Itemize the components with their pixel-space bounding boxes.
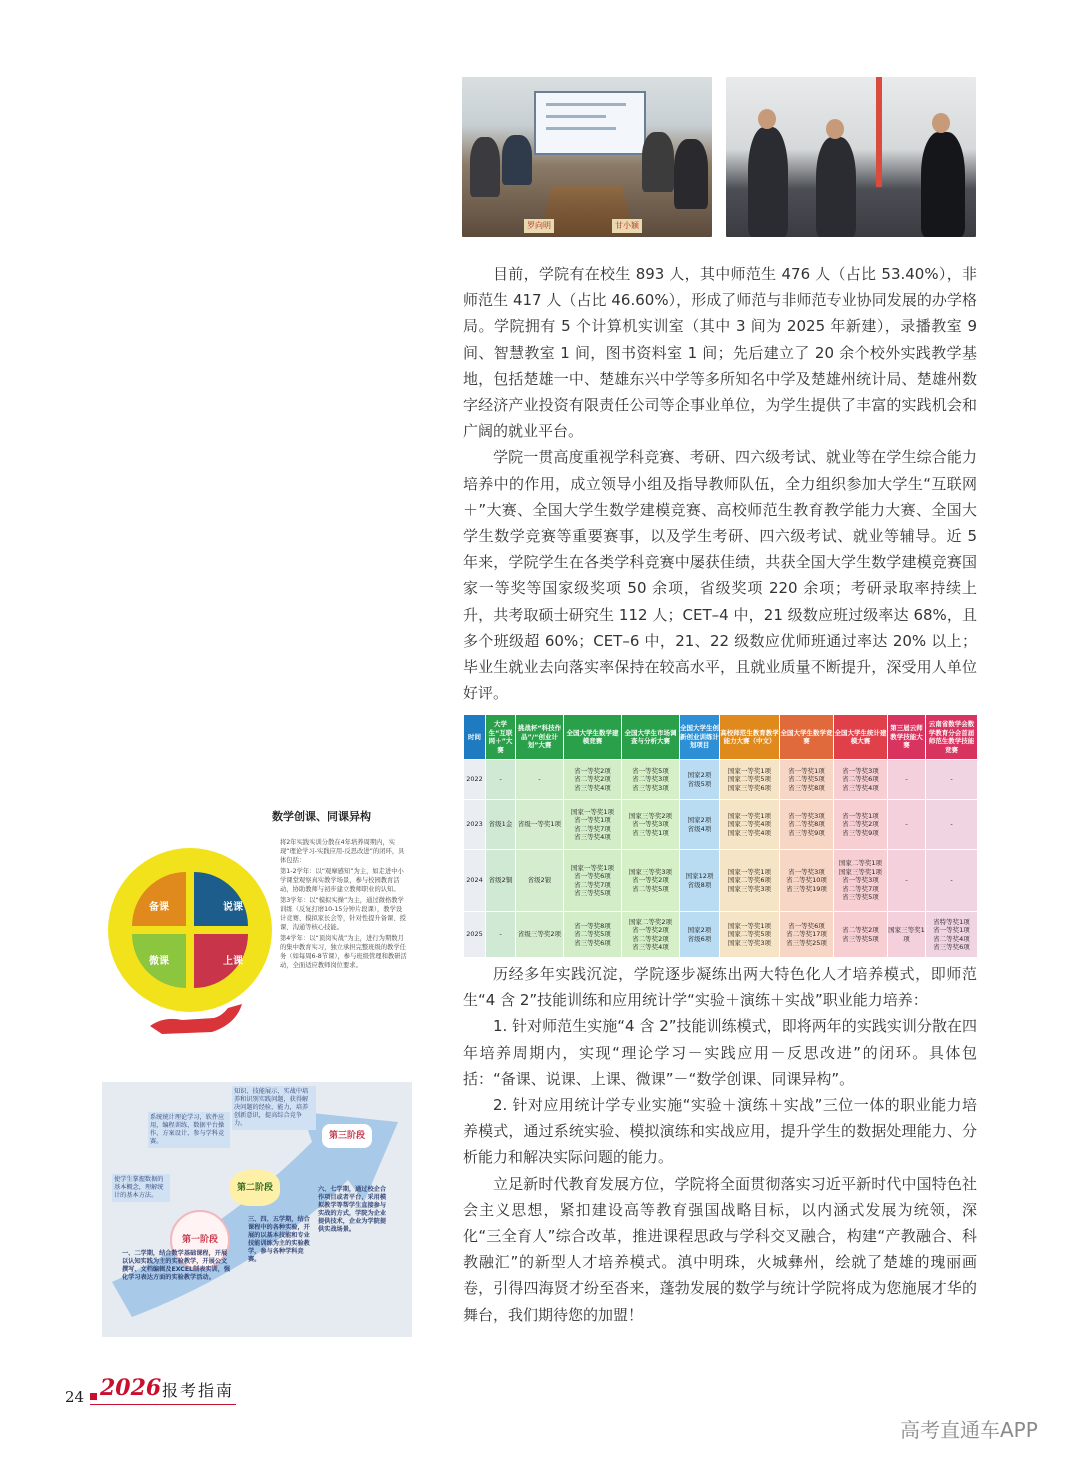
paragraph-future-vision: 立足新时代教育发展方位，学院将全面贯彻落实习近平新时代中国特色社会主义思想，紧扣建设高等教育强国战略目标，以内涵式发展为统领，深化“三全育人”综合改革，推进课程思政与学科交叉融合，构建“产教融合、科教融汇”的新型人才培养模式。滇中明珠，火城彝州，绘就了楚雄的瑰丽画卷，引得四海贤才纷至沓来，蓬勃发展的数学与统计学院将成为您施展才华的舞台，我们期待您的加盟！ xyxy=(463,1174,977,1324)
awards-cell: - xyxy=(926,760,978,800)
awards-header-cell: 高校师范生教育教学能力大赛（中文） xyxy=(720,715,780,760)
quadrant-label-explain: 说课 xyxy=(223,902,243,913)
diagram1-notes xyxy=(280,838,408,972)
awards-cell: 国家2项 省级5项 xyxy=(680,760,720,800)
awards-cell: - xyxy=(486,760,516,800)
note-item: 第3学年：以“模拟实操”为主，通过微格教学训练（反复打磨10-15分钟片段课），教学设计竞赛、模拟家长会等，针对性提升备课、授课、沟通等核心技能。 xyxy=(280,897,406,931)
awards-cell: 国家2项 省级6项 xyxy=(680,912,720,958)
awards-cell: 省一等奖1项 省二等奖2项 省三等奖9项 xyxy=(834,800,888,850)
footer-divider xyxy=(90,1404,236,1405)
awards-cell: 省级1金 xyxy=(486,800,516,850)
magazine-title: 报考指南 xyxy=(162,1381,235,1400)
note-item: 将2年实践实训分散在4年培养周期内，实现“理论学习-实践应用-反思改进”的闭环，具体包括： xyxy=(280,839,405,864)
awards-cell: 2022 xyxy=(464,760,486,800)
stage-three: 第三阶段 xyxy=(322,1124,372,1148)
awards-cell: 省一等奖2项 省二等奖2项 省三等奖4项 xyxy=(564,760,622,800)
awards-cell: 省一等奖1项 省二等奖5项 省三等奖8项 xyxy=(780,760,834,800)
awards-cell: 国家三等奖2项 省一等奖3项 省三等奖1项 xyxy=(622,800,680,850)
note-item: 第1-2学年：以“观摩感知”为主，如走进中小学课堂观察真实教学场景，参与校园教育活动，协助教师与初步建立教师职业的认知。 xyxy=(280,868,404,893)
awards-cell: 国家一等奖1项 国家二等奖6项 国家三等奖3项 xyxy=(720,850,780,912)
awards-cell: 省一等奖5项 省二等奖3项 省三等奖3项 xyxy=(622,760,680,800)
table-row xyxy=(464,800,978,850)
paragraph-enrollment: 目前，学院有在校生 893 人，其中师范生 476 人（占比 53.40%），非师范生 417 人（占比 46.60%），形成了师范与非师范专业协同发展的办学格局。学院拥有 5 个计算机实训室（其中 3 间为 2025 年新建），录播教室 9 间、智慧教室 1 间，图书资料室 1 间；先后建立了 20 余个校外实践教学基地，包括楚雄一中、楚雄东兴中学等多所知名中学及楚雄州统计局、楚雄州数字经济产业投资有限责任公司等企事业单位，为学生提供了丰富的实践机会和广阔的就业平台。 xyxy=(463,265,977,441)
awards-cell: - xyxy=(926,850,978,912)
stage-one: 第一阶段 xyxy=(170,1210,230,1270)
awards-cell: 国家二等奖2项 省一等奖2项 省二等奖2项 省三等奖4项 xyxy=(622,912,680,958)
awards-cell: - xyxy=(888,760,926,800)
awards-cell: - xyxy=(516,760,564,800)
awards-header-cell: 全国大学生市场调查与分析大赛 xyxy=(622,715,680,760)
awards-cell: 2024 xyxy=(464,850,486,912)
awards-cell: 省级一等奖1项 xyxy=(516,800,564,850)
circle-outer xyxy=(108,848,272,1012)
projection-screen xyxy=(534,91,646,155)
awards-cell: 省级2银 xyxy=(516,850,564,912)
table-row xyxy=(464,912,978,958)
awards-cell: 2025 xyxy=(464,912,486,958)
paragraph-training-models: 历经多年实践沉淀，学院逐步凝练出两大特色化人才培养模式，即师范生“4 含 2”技能训练和应用统计学“实验＋演练＋实战”职业能力培养： xyxy=(463,965,977,1010)
note-item: 第4学年：以“顶岗实战”为主，进行为期数月的集中教育实习，独立承担完整班级的教学任务（如每周6-8节课），参与班级管理和教研活动，全面适应教师岗位要求。 xyxy=(280,935,407,969)
awards-cell: 省一等奖6项 省二等奖17项 省三等奖25项 xyxy=(780,912,834,958)
awards-cell: 国家二等奖1项 国家三等奖1项 省一等奖3项 省二等奖7项 省三等奖5项 xyxy=(834,850,888,912)
awards-cell: - xyxy=(888,800,926,850)
awards-cell: 省级2铜 xyxy=(486,850,516,912)
stage-three-note: 知识、技能展示、实战中培养和识别实践问题，获得解决问题的经验，能力，培养创新意识，提高综合竞争力。 xyxy=(232,1086,316,1130)
table-row xyxy=(464,760,978,800)
footer-square-icon xyxy=(90,1393,97,1400)
awards-cell: 国家三等奖1项 xyxy=(888,912,926,958)
awards-cell: 2023 xyxy=(464,800,486,850)
quadrant-label-teach: 上课 xyxy=(223,956,243,967)
awards-table-body xyxy=(464,760,978,958)
body-text-lower xyxy=(463,961,977,1328)
stage-one-note: 使学生掌握数据的基本概念，理解统计的基本方法。 xyxy=(112,1174,170,1202)
awards-cell: 国家2项 省级4项 xyxy=(680,800,720,850)
awards-cell: 省一等奖3项 省二等奖10项 省三等奖19项 xyxy=(780,850,834,912)
awards-cell: 国家一等奖1项 国家二等奖5项 国家三等奖6项 xyxy=(720,760,780,800)
stage-one-desc: 一、二学期，结合数学基础课程，开展以认知实践为主的实验教学，开展公文撰写、文档编辑及EXCEL制表实训，强化学习表达方面的实验教学活动。 xyxy=(122,1250,231,1281)
quadrant-label-prepare: 备课 xyxy=(149,902,169,913)
stage-two-note: 系统统计理论学习，软件应用，编程训练，数据平台操作，方案设计，参与学科竞赛。 xyxy=(148,1112,230,1148)
page-number: 24 xyxy=(65,1388,85,1406)
awards-cell: - xyxy=(486,912,516,958)
table-row xyxy=(464,850,978,912)
awards-cell: - xyxy=(888,850,926,912)
awards-cell: 国家一等奖1项 省一等奖1项 省二等奖7项 省三等奖4项 xyxy=(564,800,622,850)
awards-cell: 国家一等奖1项 省一等奖6项 省二等奖7项 省三等奖5项 xyxy=(564,850,622,912)
awards-header-cell: 大学生“互联网＋”大赛 xyxy=(486,715,516,760)
awards-table-header xyxy=(464,715,978,760)
meeting-photo xyxy=(462,77,712,237)
awards-cell: 国家12项 省级8项 xyxy=(680,850,720,912)
awards-header-cell: 全国大学生统计建模大赛 xyxy=(834,715,888,760)
stage-two-desc: 三、四、五学期，结合课程中的各种实验，开展的以基本技能和专业技能训练为主的实验教学，参与各种学科竞赛。 xyxy=(248,1216,310,1263)
stage-three-desc: 六、七学期，通过校企合作项目或者平台，采用模拟教学等帮学生直接参与实战的方式，学院为企业提供技术，企业为学院提供实战场景。 xyxy=(318,1186,387,1233)
app-watermark: 高考直通车APP xyxy=(900,1418,1038,1442)
statistics-stages-diagram xyxy=(102,1082,412,1337)
paragraph-competitions: 学院一贯高度重视学科竞赛、考研、四六级考试、就业等在学生综合能力培养中的作用，成立领导小组及指导教师队伍，全力组织参加大学生“互联网＋”大赛、全国大学生数学建模竞赛、高校师范生教育教学能力大赛、全国大学生数学竞赛等重要赛事，以及学生考研、四六级考试、就业等辅导。近 5 年来，学院学生在各类学科竞赛中屡获佳绩，共获全国大学生数学建模竞赛国家一等奖等国家级奖项 50 余项，省级奖项 220 余项；考研录取率持续上升，共考取硕士研究生 112 人；CET–4 中，21 级数应班过级率达 68%，且多个班级超 60%；CET–6 中，21、22 级数应优师班通过率达 20% 以上；毕业生就业去向落实率保持在较高水平，且就业质量不断提升，深受用人单位好评。 xyxy=(463,448,977,703)
awards-cell: 省一等奖8项 省二等奖5项 省三等奖6项 xyxy=(564,912,622,958)
awards-cell: 省一等奖3项 省二等奖8项 省三等奖9项 xyxy=(780,800,834,850)
awards-header-cell: 时间 xyxy=(464,715,486,760)
four-quadrant-circle xyxy=(102,820,277,1060)
awards-header-cell: 挑战杯“科技作品”/“创业计划”大赛 xyxy=(516,715,564,760)
awards-cell: 省二等奖2项 省三等奖5项 xyxy=(834,912,888,958)
awards-cell: 国家三等奖3项 省一等奖2项 省二等奖5项 xyxy=(622,850,680,912)
stage-two: 第二阶段 xyxy=(230,1170,280,1206)
awards-cell: - xyxy=(926,800,978,850)
paragraph-normal-students: 1. 针对师范生实施“4 含 2”技能训练模式，即将两年的实践实训分散在四年培养周期内，实现“理论学习－实践应用－反思改进”的闭环。具体包括：“备课、说课、上课、微课”－“数学创课、同课异构”。 xyxy=(463,1017,977,1088)
awards-cell: 省一等奖3项 省二等奖6项 省三等奖4项 xyxy=(834,760,888,800)
quadrant-label-micro: 微课 xyxy=(149,956,169,967)
nameplate-right: 甘小颖 xyxy=(612,219,642,233)
diagram1-title: 数学创课、同课异构 xyxy=(272,810,371,823)
body-text-upper xyxy=(463,261,977,706)
awards-header-cell: 全国大学生数学竞赛 xyxy=(780,715,834,760)
awards-cell: 国家一等奖1项 国家二等奖5项 国家三等奖3项 xyxy=(720,912,780,958)
awards-table xyxy=(463,714,978,958)
awards-header-cell: 全国大学生创新创业训练计划项目 xyxy=(680,715,720,760)
nameplate-left: 罗向明 xyxy=(524,219,554,233)
awards-header-cell: 第三届云师教学技能大赛 xyxy=(888,715,926,760)
awards-cell: 国家一等奖1项 国家二等奖4项 国家三等奖4项 xyxy=(720,800,780,850)
paragraph-statistics-major: 2. 针对应用统计学专业实施“实验＋演练＋实战”三位一体的职业能力培养模式，通过系统实验、模拟演练和实战应用，提升学生的数据处理能力、分析能力和解决实际问题的能力。 xyxy=(463,1096,977,1167)
magazine-logo: 2026 xyxy=(100,1375,162,1401)
awards-header-cell: 云南省数学会数学教育分会首届师范生教学技能竞赛 xyxy=(926,715,978,760)
awards-header-cell: 全国大学生数学建模竞赛 xyxy=(564,715,622,760)
teaching-skills-diagram xyxy=(102,800,412,1065)
awards-cell: 省级三等奖2项 xyxy=(516,912,564,958)
campus-visit-photo xyxy=(726,77,976,237)
awards-cell: 省特等奖1项 省一等奖1项 省二等奖4项 省三等奖6项 xyxy=(926,912,978,958)
